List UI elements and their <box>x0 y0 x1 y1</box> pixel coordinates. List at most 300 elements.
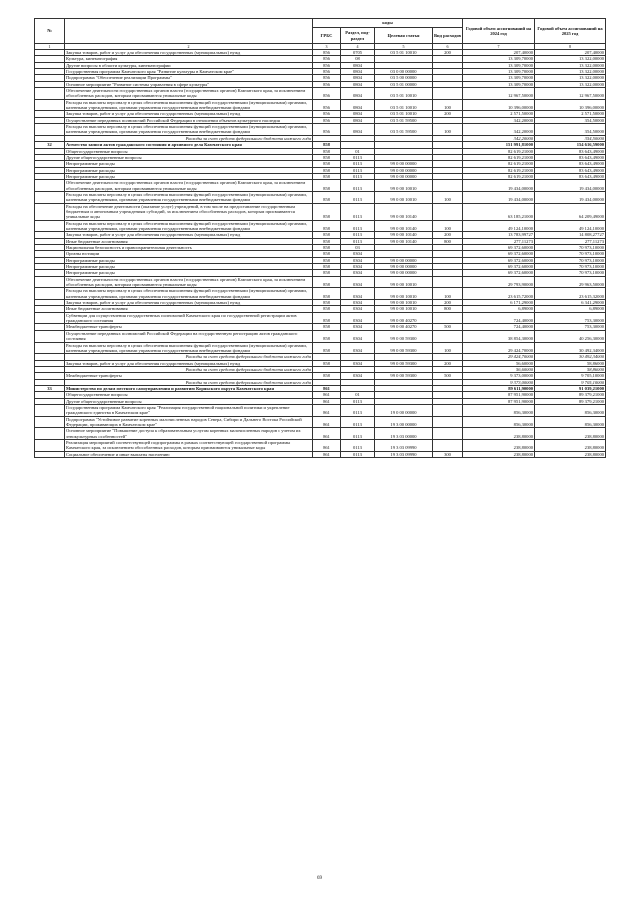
amount-2024: 82 619,21000 <box>463 148 535 154</box>
row-number <box>35 330 65 342</box>
header-num: № <box>35 19 65 44</box>
section-code: 0705 <box>341 50 375 56</box>
article-code: 99 0 00 10140 <box>375 203 433 220</box>
amount-2025: 9 705,10000 <box>535 373 606 379</box>
header-vr: Вид расходов <box>433 28 463 44</box>
grbs-code: 861 <box>313 440 341 452</box>
row-number <box>35 191 65 203</box>
budget-table <box>34 18 606 458</box>
table-body <box>35 50 606 458</box>
amount-2024: 69 372,60000 <box>463 251 535 257</box>
section-code: 0304 <box>341 251 375 257</box>
amount-2024: 12 967,50000 <box>463 88 535 100</box>
amount-2024: 342,20000 <box>463 117 535 123</box>
grbs-code: 861 <box>313 451 341 457</box>
grbs-code: 858 <box>313 180 341 192</box>
row-name: Расходы на обеспечение деятельности (оказание услуг) учреждений, в том числе на предоставление государственным бюджетным и автономным учреждениям субсидий, за исключением обособленных расходов, которым присваиваются уникальные коды <box>65 203 313 220</box>
table-row <box>35 191 606 203</box>
amount-2025: 354,50000 <box>535 135 606 141</box>
amount-2024: 13 309,70000 <box>463 69 535 75</box>
amount-2025: 13 322,00000 <box>535 56 606 62</box>
amount-2025: 753,30000 <box>535 312 606 324</box>
row-name: Государственная программа Камчатского края "Развитие культуры в Камчатском крае" <box>65 69 313 75</box>
row-name: Обеспечение деятельности государственных органов власти (государственных органов) Камчатского края, за исключением обособленных расходов, которым присваиваются уникальные коды <box>65 180 313 192</box>
amount-2024: 29 793,90000 <box>463 276 535 288</box>
row-name: Обеспечение деятельности государственных органов власти (государственных органов) Камчатского края, за исключением обособленных расходов, которым присваиваются уникальные коды <box>65 88 313 100</box>
table-row <box>35 440 606 452</box>
row-name: Закупка товаров, работ и услуг для обеспечения государственных (муниципальных) нужд <box>65 360 313 366</box>
section-code: 0304 <box>341 324 375 330</box>
section-code: 0113 <box>341 167 375 173</box>
amount-2025: 49 124,10000 <box>535 220 606 232</box>
amount-2025: 64 209,49000 <box>535 203 606 220</box>
vr-code <box>433 276 463 288</box>
article-code: 99 0 00 40270 <box>375 324 433 330</box>
table-row <box>35 416 606 428</box>
article-code: 99 0 00 00000 <box>375 270 433 276</box>
amount-2024: 9 373,00000 <box>463 373 535 379</box>
section-code: 0804 <box>341 99 375 111</box>
section-code: 0304 <box>341 342 375 354</box>
table-row <box>35 203 606 220</box>
amount-2025: 238,80000 <box>535 440 606 452</box>
grbs-code: 858 <box>313 312 341 324</box>
amount-2024: 6 171,29000 <box>463 300 535 306</box>
section-code: 0113 <box>341 173 375 179</box>
row-number <box>35 288 65 300</box>
row-name: Расходы на выплаты персоналу в целях обеспечения выполнения функций государственными (муниципальными) органами, казенными учреждениями, органами управления государственными внебюджетными фондами <box>65 99 313 111</box>
row-number <box>35 180 65 192</box>
amount-2025: 12 967,50000 <box>535 88 606 100</box>
amount-2024: 342,20000 <box>463 135 535 141</box>
section-code: 0304 <box>341 312 375 324</box>
amount-2025: 154 616,59000 <box>535 142 606 148</box>
amount-2024: 23 615,72000 <box>463 288 535 300</box>
section-code: 0304 <box>341 264 375 270</box>
amount-2024: 10 396,00000 <box>463 99 535 111</box>
row-name: Расходы на выплаты персоналу в целях обеспечения выполнения функций государственными (муниципальными) органами, казенными учреждениями, органами управления государственными внебюджетными фондами <box>65 124 313 136</box>
article-code: 99 0 00 00000 <box>375 167 433 173</box>
table-row <box>35 451 606 457</box>
article-code: 99 0 00 10010 <box>375 306 433 312</box>
amount-2025: 13 322,00000 <box>535 62 606 68</box>
amount-2025: 70 973,10000 <box>535 245 606 251</box>
section-code: 0304 <box>341 373 375 379</box>
vr-code <box>433 203 463 220</box>
row-name: Государственная программа Камчатского края "Реализация государственной национальной политики и укрепление гражданского единства в Камчатском крае" <box>65 404 313 416</box>
grbs-code: 858 <box>313 232 341 238</box>
amount-2024: 856,30000 <box>463 404 535 416</box>
amount-2025: 207,40000 <box>535 50 606 56</box>
row-name: Общегосударственные вопросы <box>65 148 313 154</box>
amount-2025: 277,11273 <box>535 238 606 244</box>
grbs-code: 858 <box>313 142 341 148</box>
row-name: Министерство по делам местного самоуправления и развитию Корякского округа Камчатского края <box>65 385 313 391</box>
grbs-code: 858 <box>313 191 341 203</box>
table-row <box>35 312 606 324</box>
vr-code: 100 <box>433 99 463 111</box>
row-number <box>35 451 65 457</box>
section-code: 0804 <box>341 62 375 68</box>
amount-2025: 2 571,50000 <box>535 111 606 117</box>
amount-2024: 69 372,60000 <box>463 264 535 270</box>
amount-2024: 207,40000 <box>463 50 535 56</box>
amount-2024: 9 373,00000 <box>463 379 535 385</box>
table-row <box>35 330 606 342</box>
row-number <box>35 404 65 416</box>
index-cell: 4 <box>341 44 375 50</box>
section-code: 0113 <box>341 416 375 428</box>
section-code: 0113 <box>341 180 375 192</box>
article-code: 99 0 00 59300 <box>375 360 433 366</box>
article-code: 03 0 00 00000 <box>375 69 433 75</box>
section-code: 0113 <box>341 428 375 440</box>
row-name: Закупка товаров, работ и услуг для обеспечения государственных (муниципальных) нужд <box>65 300 313 306</box>
article-code: 99 0 00 10010 <box>375 288 433 300</box>
row-number <box>35 124 65 136</box>
header-name <box>65 19 313 44</box>
amount-2024: 238,80000 <box>463 440 535 452</box>
article-code: 03 5 01 10010 <box>375 50 433 56</box>
amount-2025: 83 643,49000 <box>535 173 606 179</box>
amount-2025: 23 615,32000 <box>535 288 606 300</box>
grbs-code: 858 <box>313 167 341 173</box>
section-code: 03 <box>341 245 375 251</box>
amount-2024: 38 854,30000 <box>463 330 535 342</box>
article-code: 99 0 00 10140 <box>375 232 433 238</box>
section-code: 0804 <box>341 75 375 81</box>
grbs-code: 858 <box>313 288 341 300</box>
row-name: Осуществление переданных полномочий Российской Федерации в отношении объектов культурного наследия <box>65 117 313 123</box>
amount-2024: 56,60000 <box>463 360 535 366</box>
grbs-code: 861 <box>313 428 341 440</box>
grbs-code: 856 <box>313 111 341 117</box>
vr-code <box>433 88 463 100</box>
section-code: 01 <box>341 392 375 398</box>
row-name: Непрограммные расходы <box>65 161 313 167</box>
grbs-code: 856 <box>313 62 341 68</box>
article-code: 19 0 00 00000 <box>375 404 433 416</box>
amount-2025: 9 705,10000 <box>535 379 606 385</box>
article-code: 99 0 00 59300 <box>375 330 433 342</box>
vr-code <box>433 416 463 428</box>
vr-code: 100 <box>433 220 463 232</box>
section-code: 0304 <box>341 276 375 288</box>
article-code: 99 0 00 10010 <box>375 300 433 306</box>
section-code: 0113 <box>341 220 375 232</box>
amount-2025: 58,86000 <box>535 360 606 366</box>
row-name: Непрограммные расходы <box>65 264 313 270</box>
section-code: 0113 <box>341 154 375 160</box>
grbs-code: 856 <box>313 88 341 100</box>
amount-2024: 87 951,90000 <box>463 392 535 398</box>
amount-2024: 151 991,81000 <box>463 142 535 148</box>
grbs-code: 856 <box>313 81 341 87</box>
row-name: Национальная безопасность и правоохранительная деятельность <box>65 245 313 251</box>
row-name: Расходы за счет средств федерального бюджета нижнего года <box>65 354 313 360</box>
section-code: 0304 <box>341 360 375 366</box>
table-row <box>35 276 606 288</box>
grbs-code: 861 <box>313 398 341 404</box>
grbs-code: 858 <box>313 373 341 379</box>
row-number: 32 <box>35 142 65 148</box>
header-grbs: ГРБС <box>313 28 341 44</box>
index-cell: 7 <box>463 44 535 50</box>
row-name: Расходы на выплаты персоналу в целях обеспечения выполнения функций государственными (муниципальными) органами, казенными учреждениями, органами управления государственными внебюджетными фондами <box>65 342 313 354</box>
document-table-wrapper <box>34 18 605 458</box>
row-name: Межбюджетные трансферты <box>65 373 313 379</box>
row-name: Непрограммные расходы <box>65 173 313 179</box>
amount-2024: 2 571,50000 <box>463 111 535 117</box>
page-number: 69 <box>317 876 322 881</box>
row-name: Социальное обеспечение и иные выплаты населению <box>65 451 313 457</box>
row-number <box>35 88 65 100</box>
index-cell: 8 <box>535 44 606 50</box>
row-number <box>35 276 65 288</box>
section-code: 08 <box>341 56 375 62</box>
grbs-code: 858 <box>313 203 341 220</box>
grbs-code: 858 <box>313 300 341 306</box>
amount-2025: 856,30000 <box>535 416 606 428</box>
vr-code: 200 <box>433 50 463 56</box>
row-name: Другие общегосударственные вопросы <box>65 154 313 160</box>
vr-code: 500 <box>433 324 463 330</box>
amount-2025: 30 492,34000 <box>535 354 606 360</box>
amount-2024: 238,80000 <box>463 428 535 440</box>
row-name: Субвенции для осуществления государственных полномочий Камчатского края по государственной регистрации актов гражданского состояния <box>65 312 313 324</box>
grbs-code: 858 <box>313 324 341 330</box>
vr-code: 300 <box>433 451 463 457</box>
amount-2025: 70 973,10000 <box>535 264 606 270</box>
amount-2024: 69 372,60000 <box>463 245 535 251</box>
row-number <box>35 99 65 111</box>
row-number <box>35 312 65 324</box>
section-code: 0804 <box>341 69 375 75</box>
section-code: 0804 <box>341 117 375 123</box>
section-code: 0304 <box>341 270 375 276</box>
amount-2024: 29 424,70000 <box>463 354 535 360</box>
index-cell: 5 <box>375 44 433 50</box>
amount-2025: 13 322,00000 <box>535 69 606 75</box>
index-cell: 6 <box>433 44 463 50</box>
row-name: Расходы за счет средств федерального бюджета нижнего года <box>65 135 313 141</box>
amount-2024: 82 619,21000 <box>463 173 535 179</box>
section-code: 0113 <box>341 161 375 167</box>
vr-code: 100 <box>433 124 463 136</box>
vr-code: 200 <box>433 232 463 238</box>
grbs-code: 861 <box>313 416 341 428</box>
vr-code: 200 <box>433 111 463 117</box>
amount-2024: 13 309,70000 <box>463 81 535 87</box>
vr-code <box>433 440 463 452</box>
vr-code <box>433 404 463 416</box>
vr-code <box>433 330 463 342</box>
amount-2025: 13 322,00000 <box>535 75 606 81</box>
amount-2025: 19 434,00000 <box>535 180 606 192</box>
vr-code: 100 <box>433 288 463 300</box>
amount-2025: 354,50000 <box>535 124 606 136</box>
row-name: Иные бюджетные ассигнования <box>65 306 313 312</box>
grbs-code: 858 <box>313 251 341 257</box>
table-row <box>35 88 606 100</box>
amount-2025: 83 643,49000 <box>535 154 606 160</box>
section-code: 0804 <box>341 111 375 117</box>
grbs-code: 858 <box>313 257 341 263</box>
vr-code <box>433 312 463 324</box>
amount-2024: 277,11273 <box>463 238 535 244</box>
amount-2025: 89 379,21000 <box>535 392 606 398</box>
grbs-code: 858 <box>313 245 341 251</box>
grbs-code: 858 <box>313 238 341 244</box>
amount-2024: 69 372,60000 <box>463 270 535 276</box>
vr-code <box>433 428 463 440</box>
article-code: 99 0 00 59300 <box>375 373 433 379</box>
amount-2024: 82 619,21000 <box>463 167 535 173</box>
section-code: 0804 <box>341 124 375 136</box>
amount-2024: 87 951,90000 <box>463 398 535 404</box>
article-code: 03 5 01 59500 <box>375 124 433 136</box>
amount-2024: 63 185,21000 <box>463 203 535 220</box>
amount-2024: 89 611,90000 <box>463 385 535 391</box>
amount-2025: 14 808,27727 <box>535 232 606 238</box>
amount-2025: 10 396,00000 <box>535 99 606 111</box>
grbs-code: 861 <box>313 392 341 398</box>
grbs-code: 858 <box>313 270 341 276</box>
header-2025: Годовой объем ассигнований на 2025 год <box>535 19 606 44</box>
amount-2024: 238,80000 <box>463 451 535 457</box>
table-row <box>35 124 606 136</box>
amount-2025: 89 379,21000 <box>535 398 606 404</box>
amount-2025: 70 973,10000 <box>535 251 606 257</box>
index-cell: 2 <box>65 44 313 50</box>
row-name: Непрограммные расходы <box>65 270 313 276</box>
row-number: 33 <box>35 385 65 391</box>
section-code: 0304 <box>341 257 375 263</box>
section-code: 0113 <box>341 191 375 203</box>
amount-2024: 69 372,60000 <box>463 257 535 263</box>
amount-2024: 342,20000 <box>463 124 535 136</box>
section-code: 0804 <box>341 88 375 100</box>
row-name: Расходы на выплаты персоналу в целях обеспечения выполнения функций государственными (муниципальными) органами, казенными учреждениями, органами управления государственными внебюджетными фондами <box>65 191 313 203</box>
amount-2025: 13 322,00000 <box>535 81 606 87</box>
grbs-code: 856 <box>313 124 341 136</box>
section-code: 0804 <box>341 81 375 87</box>
amount-2024: 29 424,70000 <box>463 342 535 354</box>
amount-2025: 70 973,10000 <box>535 270 606 276</box>
section-code: 01 <box>341 148 375 154</box>
row-name: Расходы за счет средств федерального бюджета нижнего года <box>65 366 313 372</box>
article-code: 99 0 00 10010 <box>375 180 433 192</box>
article-code: 99 0 00 00000 <box>375 173 433 179</box>
article-code: 99 0 00 00000 <box>375 257 433 263</box>
grbs-code: 858 <box>313 306 341 312</box>
grbs-code: 858 <box>313 276 341 288</box>
article-code: 99 0 00 00000 <box>375 264 433 270</box>
table-row <box>35 342 606 354</box>
row-name: Основное мероприятие "Развитие системы управления в сфере культуры" <box>65 81 313 87</box>
amount-2025: 83 643,49000 <box>535 167 606 173</box>
row-name: Закупка товаров, работ и услуг для обеспечения государственных (муниципальных) нужд <box>65 232 313 238</box>
table-row <box>35 99 606 111</box>
article-code: 03 5 01 59500 <box>375 117 433 123</box>
amount-2025: 29 963,50000 <box>535 276 606 288</box>
amount-2024: 49 124,10000 <box>463 220 535 232</box>
row-name: Подпрограмма "Обеспечение реализации Программы" <box>65 75 313 81</box>
amount-2024: 856,30000 <box>463 416 535 428</box>
grbs-code: 856 <box>313 75 341 81</box>
grbs-code: 858 <box>313 173 341 179</box>
row-name: Закупка товаров, работ и услуг для обеспечения государственных (муниципальных) нужд <box>65 111 313 117</box>
amount-2024: 82 619,21000 <box>463 154 535 160</box>
vr-code: 200 <box>433 360 463 366</box>
article-code: 99 0 00 10140 <box>375 238 433 244</box>
table-row <box>35 220 606 232</box>
amount-2025: 30 492,34000 <box>535 342 606 354</box>
header-article: Целевая статья <box>375 28 433 44</box>
row-number <box>35 203 65 220</box>
row-name: Закупка товаров, работ и услуг для обеспечения государственных (муниципальных) нужд <box>65 50 313 56</box>
grbs-code: 856 <box>313 69 341 75</box>
row-name: Другие вопросы в области культуры, кинематографии <box>65 62 313 68</box>
amount-2025: 83 643,49000 <box>535 161 606 167</box>
row-number <box>35 416 65 428</box>
article-code: 19 3 03 09990 <box>375 451 433 457</box>
section-code: 0113 <box>341 232 375 238</box>
vr-code: 200 <box>433 300 463 306</box>
article-code: 99 0 00 10010 <box>375 191 433 203</box>
grbs-code: 858 <box>313 264 341 270</box>
row-name: Общегосударственные вопросы <box>65 392 313 398</box>
amount-2025: 6,89000 <box>535 306 606 312</box>
amount-2024: 19 434,00000 <box>463 180 535 192</box>
article-code: 03 5 01 10010 <box>375 99 433 111</box>
amount-2025: 354,50000 <box>535 117 606 123</box>
vr-code: 800 <box>433 238 463 244</box>
grbs-code: 858 <box>313 154 341 160</box>
section-code: 0113 <box>341 398 375 404</box>
article-code: 99 0 00 00000 <box>375 161 433 167</box>
amount-2025: 856,30000 <box>535 404 606 416</box>
row-number <box>35 220 65 232</box>
amount-2024: 13 309,70000 <box>463 62 535 68</box>
section-code: 0304 <box>341 300 375 306</box>
vr-code <box>433 180 463 192</box>
amount-2025: 83 643,49000 <box>535 148 606 154</box>
grbs-code: 858 <box>313 220 341 232</box>
article-code: 03 5 00 00000 <box>375 75 433 81</box>
article-code: 03 5 01 10010 <box>375 111 433 117</box>
row-name: Расходы за счет средств федерального бюджета нижнего года <box>65 379 313 385</box>
amount-2025: 91 039,21000 <box>535 385 606 391</box>
grbs-code: 858 <box>313 148 341 154</box>
grbs-code: 856 <box>313 50 341 56</box>
row-name: Расходы на выплаты персоналу в целях обеспечения выполнения функций государственными (муниципальными) органами, казенными учреждениями, органами управления государственными внебюджетными фондами <box>65 220 313 232</box>
amount-2025: 40 256,30000 <box>535 330 606 342</box>
header-codes: коды <box>313 19 463 28</box>
row-name: Подпрограмма "Устойчивое развитие коренных малочисленных народов Севера, Сибири и Дальнего Востока Российской Федерации, проживающих в Камчатском крае" <box>65 416 313 428</box>
row-name: Непрограммные расходы <box>65 257 313 263</box>
amount-2024: 724,40000 <box>463 312 535 324</box>
row-name: Межбюджетные трансферты <box>65 324 313 330</box>
section-code: 0304 <box>341 288 375 300</box>
header-2024: Годовой объем ассигнований на 2024 год <box>463 19 535 44</box>
amount-2025: 753,30000 <box>535 324 606 330</box>
article-code: 99 0 00 59300 <box>375 342 433 354</box>
article-code: 03 5 01 00000 <box>375 81 433 87</box>
article-code: 99 0 00 10140 <box>375 220 433 232</box>
row-name: Непрограммные расходы <box>65 167 313 173</box>
table-row <box>35 428 606 440</box>
